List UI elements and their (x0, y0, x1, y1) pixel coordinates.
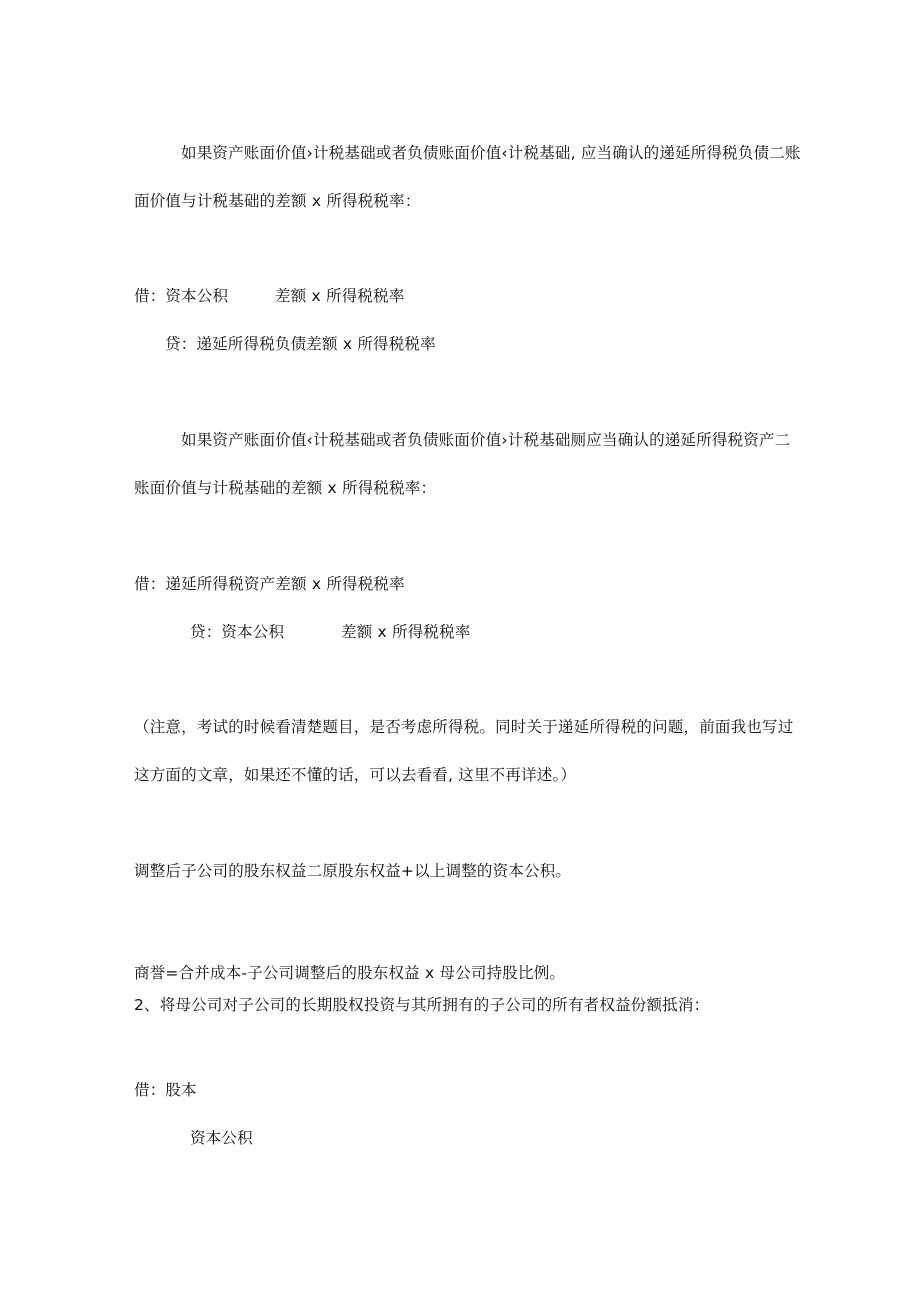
para1-line2: 面价值与计税基础的差额 x 所得税税率： (134, 192, 421, 210)
goodwill-line: 商誉=合并成本-子公司调整后的股东权益 x 母公司持股比例。 (134, 964, 566, 982)
entry2-credit-label: 贷：资本公积 (190, 623, 285, 641)
entry2-credit-amount: 差额 x 所得税税率 (341, 623, 471, 641)
entry2-credit (190, 621, 471, 643)
entry1-debit (134, 285, 405, 307)
equity-line: 调整后子公司的股东权益二原股东权益+以上调整的资本公积。 (134, 862, 572, 880)
entry3-debit: 借：股本 (134, 1081, 197, 1099)
para2-line1: 如果资产账面价值‹计税基础或者负债账面价值›计税基础厕应当确认的递延所得税资产二 (181, 431, 791, 449)
note-line1: （注意，考试的时候看清楚题目，是否考虑所得税。同时关于递延所得税的问题，前面我也写过 (134, 718, 794, 736)
para2-line2: 账面价值与计税基础的差额 x 所得税税率： (134, 479, 437, 497)
entry1-debit-label: 借：资本公积 (134, 287, 229, 305)
entry3-sub-item: 资本公积 (190, 1129, 253, 1147)
note-line2: 这方面的文章，如果还不懂的话，可以去看看, 这里不再详述。） (134, 766, 577, 784)
entry2-debit: 借：递延所得税资产差额 x 所得税税率 (134, 575, 405, 593)
para1-line1: 如果资产账面价值›计税基础或者负债账面价值‹计税基础, 应当确认的递延所得税负债二账 (181, 144, 801, 162)
entry1-debit-amount: 差额 x 所得税税率 (275, 287, 405, 305)
step2-line: 2、将母公司对子公司的长期股权投资与其所拥有的子公司的所有者权益份额抵消： (134, 996, 710, 1014)
entry1-credit: 贷：递延所得税负债差额 x 所得税税率 (165, 335, 436, 353)
